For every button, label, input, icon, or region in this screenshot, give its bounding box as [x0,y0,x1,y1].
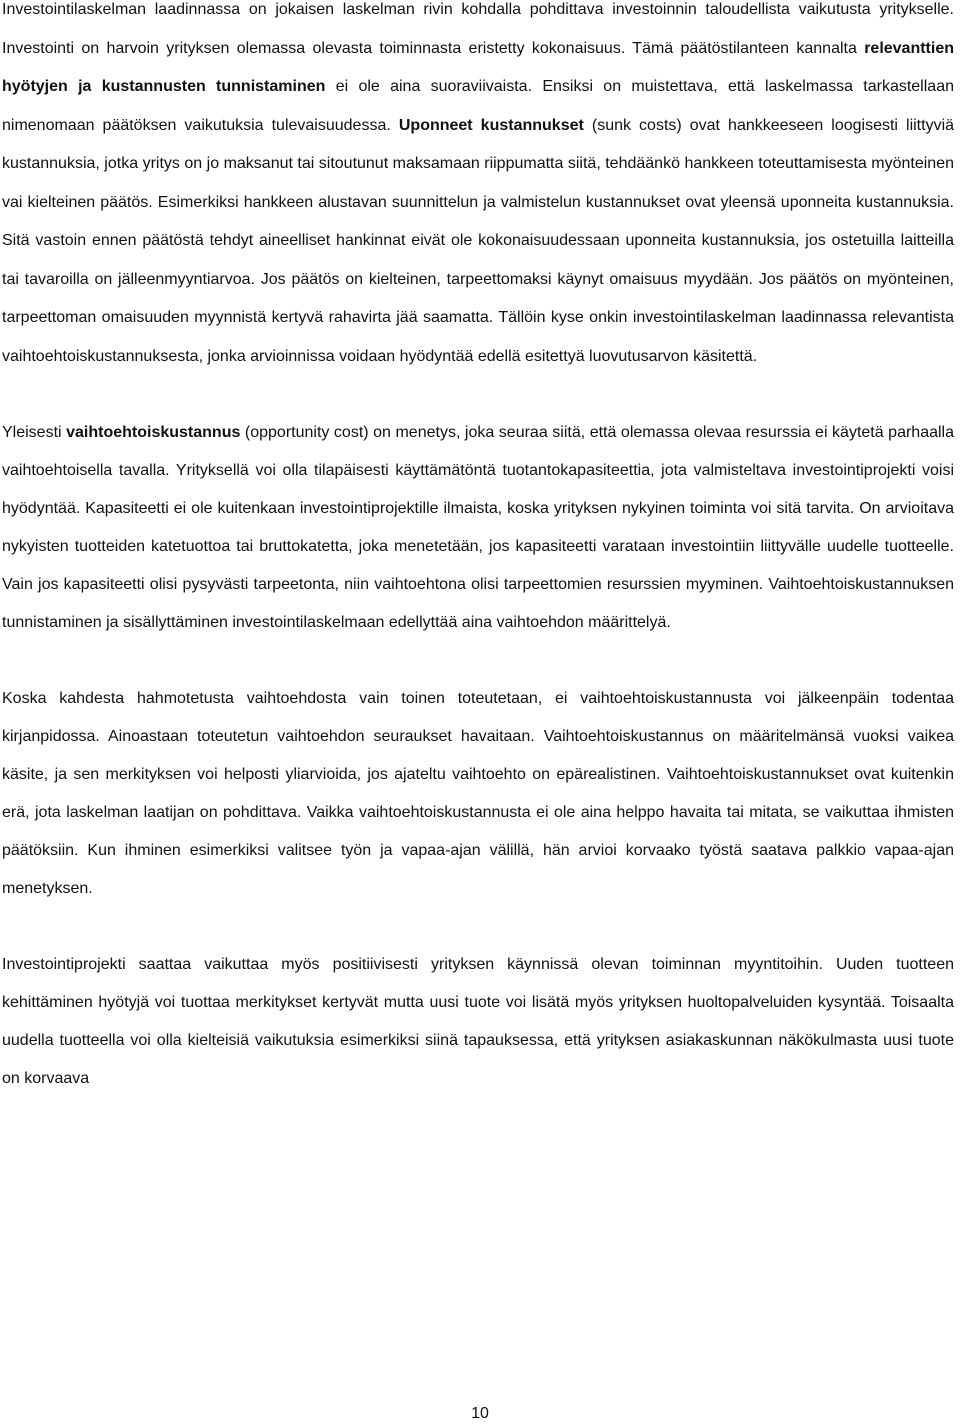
bold-term-relevant-benefits-costs: relevanttien hyötyjen ja kustannusten tunnistaminen [2,39,954,95]
page-number: 10 [471,1405,489,1422]
paragraph-sunk-costs [2,0,954,376]
text-segment: (sunk costs) ovat hankkeeseen loogisesti liittyviä kustannuksia, jotka yritys on jo maksanut tai sitoutunut maksamaan riippumatta siitä, tehdäänkö hankkeen toteuttamisesta myönteinen vai kielteinen päätös. Esimerkiksi hankkeen alustavan suunnittelun ja valmistelun kustannukset ovat yleensä uponneita kustannuksia. Sitä vastoin ennen päätöstä tehdyt aineelliset hankinnat eivät ole kokonaisuudessaan uponneita kustannuksia, jos ostetuilla laitteilla tai tavaroilla on jälleenmyyntiarvoa. Jos päätös on kielteinen, tarpeettomaksi käynyt omaisuus myydään. Jos päätös on myönteinen, tarpeettoman omaisuuden myynnistä kertyvä rahavirta jää saamatta. Tällöin kyse onkin investointilaskelman laadinnassa relevantista vaihtoehtoiskustannuksesta, jonka arvioinnissa voidaan hyödyntää edellä esitettyä luovutusarvon käsitettä. [2,116,955,365]
bold-term-opportunity-cost: vaihtoehtoiskustannus [66,424,241,441]
paragraph-positive-effects [2,946,954,1098]
text-segment: Yleisesti [2,424,67,441]
document-page [2,0,954,1098]
paragraph-verification [2,680,954,908]
paragraph-opportunity-cost [2,414,954,642]
text-segment: ei ole aina suoraviivaista. Ensiksi on muistettava, että laskelmassa tarkastellaan nimenomaan päätöksen vaikutuksia tulevaisuudessa. [2,78,954,134]
text-segment: (opportunity cost) on menetys, joka seuraa siitä, että olemassa olevaa resurssia ei käytetä parhaalla vaihtoehtoisella tavalla. Yrityksellä voi olla tilapäisesti käyttämätöntä tuotantokapasiteettia, jota valmisteltava investointiprojekti voisi hyödyntää. Kapasiteetti ei ole kuitenkaan investointiprojektille ilmaista, koska yrityksen nykyinen toiminta voi sitä tarvita. On arvioitava nykyisten tuotteiden katetuottoa tai bruttokatetta, joka menetetään, jos kapasiteetti varataan investointiin liittyvälle uudelle tuotteelle. Vain jos kapasiteetti olisi pysyvästi tarpeetonta, niin vaihtoehtona olisi tarpeettomien resurssien myyminen. Vaihtoehtoiskustannuksen tunnistaminen ja sisällyttäminen investointilaskelmaan edellyttää aina vaihtoehdon määrittelyä. [2,424,954,631]
text-segment: Koska kahdesta hahmotetusta vaihtoehdosta vain toinen toteutetaan, ei vaihtoehtoiskustannusta voi jälkeenpäin todentaa kirjanpidossa. Ainoastaan toteutetun vaihtoehdon seuraukset havaitaan. Vaihtoehtoiskustannus on määritelmänsä vuoksi vaikea käsite, ja sen merkityksen voi helposti yliarvioida, jos ajateltu vaihtoehto on epärealistinen. Vaihtoehtoiskustannukset ovat kuitenkin erä, jota laskelman laatijan on pohdittava. Vaikka vaihtoehtoiskustannusta ei ole aina helppo havaita tai mitata, se vaikuttaa ihmisten päätöksiin. Kun ihminen esimerkiksi valitsee työn ja vapaa-ajan välillä, hän arvioi korvaako työstä saatava palkkio vapaa-ajan menetyksen. [2,690,954,897]
text-segment: Investointiprojekti saattaa vaikuttaa myös positiivisesti yrityksen käynnissä olevan toiminnan myyntitoihin. Uuden tuotteen kehittäminen hyötyjä voi tuottaa merkitykset kertyvät mutta uusi tuote voi lisätä myös yrityksen huoltopalveluiden kysyntää. Toisaalta uudella tuotteella voi olla kielteisiä vaikutuksia esimerkiksi siinä tapauksessa, että yrityksen asiakaskunnan näkökulmasta uusi tuote on korvaava [2,956,954,1087]
text-segment: Investointilaskelman laadinnassa on jokaisen laskelman rivin kohdalla pohdittava investoinnin taloudellista vaikutusta yritykselle. Investointi on harvoin yrityksen olemassa olevasta toiminnasta eristetty kokonaisuus. Tämä päätöstilanteen kannalta [2,1,954,57]
bold-term-sunk-costs: Uponneet kustannukset [398,116,584,134]
